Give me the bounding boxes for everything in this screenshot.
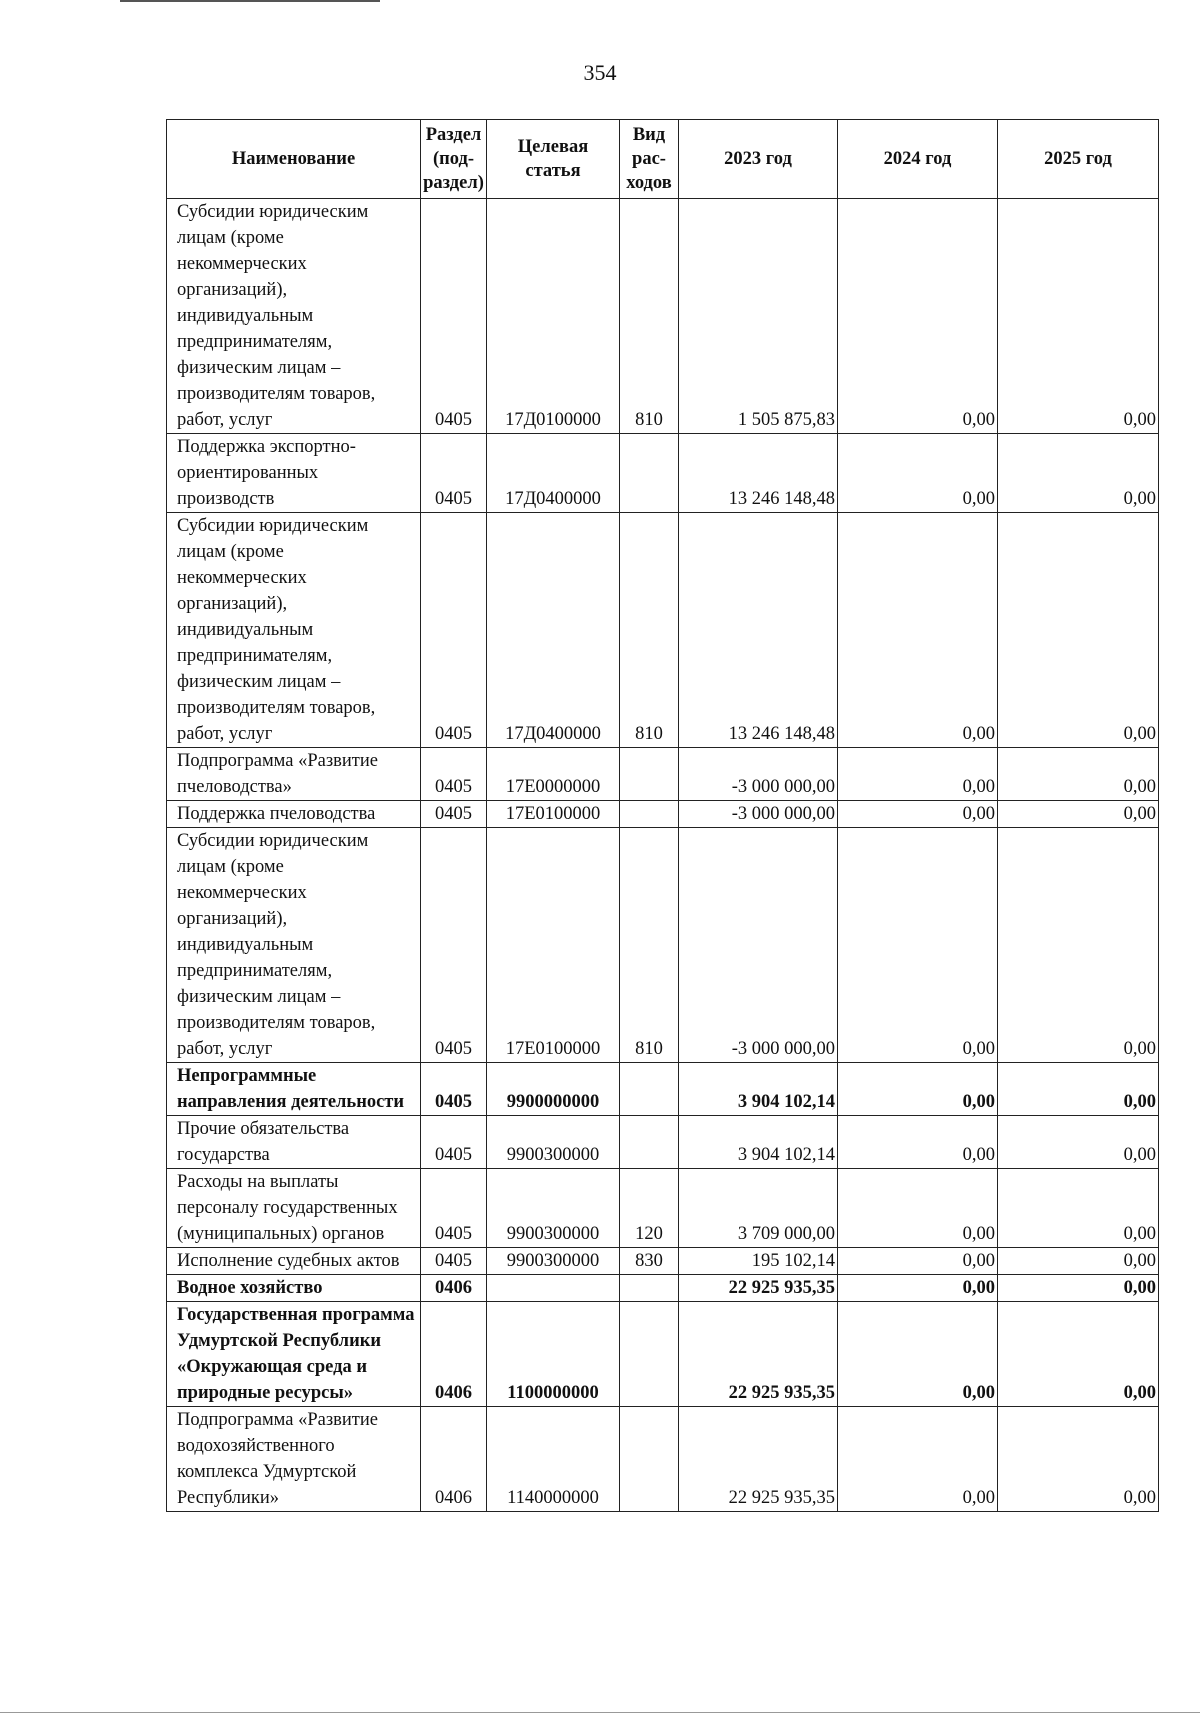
cell-article: 9900000000 (487, 1063, 620, 1116)
table-row (167, 1275, 1159, 1302)
scan-artifact-top (120, 0, 380, 2)
cell-kind: 810 (620, 828, 679, 1063)
cell-2025: 0,00 (998, 1248, 1159, 1275)
cell-kind (620, 1116, 679, 1169)
cell-article: 17Д0400000 (487, 513, 620, 748)
cell-2025: 0,00 (998, 1063, 1159, 1116)
cell-2025: 0,00 (998, 828, 1159, 1063)
cell-2025: 0,00 (998, 513, 1159, 748)
cell-2024: 0,00 (838, 434, 998, 513)
cell-2024: 0,00 (838, 1063, 998, 1116)
table-row (167, 199, 1159, 434)
cell-kind (620, 1063, 679, 1116)
cell-2025: 0,00 (998, 1169, 1159, 1248)
cell-section: 0405 (421, 1116, 487, 1169)
cell-name: Субсидии юридическим лицам (кроме некоммерческих организаций), индивидуальным предпринимателям, физическим лицам – производителям товаров, работ, услуг (167, 199, 421, 434)
cell-2024: 0,00 (838, 513, 998, 748)
cell-2024: 0,00 (838, 1302, 998, 1407)
cell-2023: 22 925 935,35 (679, 1302, 838, 1407)
cell-2023: 195 102,14 (679, 1248, 838, 1275)
table-row (167, 748, 1159, 801)
table-row (167, 1063, 1159, 1116)
cell-2025: 0,00 (998, 801, 1159, 828)
cell-2023: 3 709 000,00 (679, 1169, 838, 1248)
cell-2023: -3 000 000,00 (679, 801, 838, 828)
cell-kind: 120 (620, 1169, 679, 1248)
cell-2023: 22 925 935,35 (679, 1407, 838, 1512)
cell-2025: 0,00 (998, 1116, 1159, 1169)
cell-name: Подпрограмма «Развитие пчеловодства» (167, 748, 421, 801)
cell-article: 17Е0000000 (487, 748, 620, 801)
cell-name: Государственная программа Удмуртской Республики «Окружающая среда и природные ресурсы» (167, 1302, 421, 1407)
cell-2023: 13 246 148,48 (679, 434, 838, 513)
cell-section: 0406 (421, 1302, 487, 1407)
cell-article: 17Е0100000 (487, 828, 620, 1063)
cell-2025: 0,00 (998, 1407, 1159, 1512)
cell-name: Субсидии юридическим лицам (кроме некоммерческих организаций), индивидуальным предпринимателям, физическим лицам – производителям товаров, работ, услуг (167, 513, 421, 748)
cell-kind (620, 1407, 679, 1512)
page-number: 354 (583, 60, 617, 85)
header-section: Раздел (под-раздел) (421, 120, 487, 199)
cell-section: 0405 (421, 1169, 487, 1248)
header-2025: 2025 год (998, 120, 1159, 199)
cell-2024: 0,00 (838, 1169, 998, 1248)
table-row (167, 1248, 1159, 1275)
cell-2025: 0,00 (998, 1275, 1159, 1302)
cell-2023: -3 000 000,00 (679, 748, 838, 801)
cell-name: Подпрограмма «Развитие водохозяйственного комплекса Удмуртской Республики» (167, 1407, 421, 1512)
cell-section: 0405 (421, 434, 487, 513)
cell-article: 9900300000 (487, 1248, 620, 1275)
cell-article: 9900300000 (487, 1116, 620, 1169)
table-row (167, 801, 1159, 828)
table-body (167, 199, 1159, 1512)
cell-section: 0405 (421, 513, 487, 748)
table-row (167, 513, 1159, 748)
cell-kind (620, 434, 679, 513)
cell-name: Поддержка пчеловодства (167, 801, 421, 828)
cell-name: Прочие обязательства государства (167, 1116, 421, 1169)
cell-section: 0405 (421, 1063, 487, 1116)
header-name: Наименование (167, 120, 421, 199)
cell-name: Водное хозяйство (167, 1275, 421, 1302)
cell-kind: 830 (620, 1248, 679, 1275)
cell-2024: 0,00 (838, 1116, 998, 1169)
cell-name: Расходы на выплаты персоналу государственных (муниципальных) органов (167, 1169, 421, 1248)
cell-2024: 0,00 (838, 1248, 998, 1275)
cell-2025: 0,00 (998, 434, 1159, 513)
cell-2023: 13 246 148,48 (679, 513, 838, 748)
cell-name: Поддержка экспортно-ориентированных производств (167, 434, 421, 513)
cell-article: 9900300000 (487, 1169, 620, 1248)
cell-article: 1100000000 (487, 1302, 620, 1407)
table-row (167, 1169, 1159, 1248)
cell-2023: 3 904 102,14 (679, 1063, 838, 1116)
cell-section: 0405 (421, 801, 487, 828)
cell-article: 17Е0100000 (487, 801, 620, 828)
cell-kind (620, 1302, 679, 1407)
cell-2024: 0,00 (838, 1275, 998, 1302)
cell-2023: 1 505 875,83 (679, 199, 838, 434)
cell-name: Непрограммные направления деятельности (167, 1063, 421, 1116)
table-row (167, 828, 1159, 1063)
cell-article: 17Д0400000 (487, 434, 620, 513)
cell-kind (620, 801, 679, 828)
header-kind: Вид рас-ходов (620, 120, 679, 199)
cell-kind (620, 1275, 679, 1302)
cell-article: 1140000000 (487, 1407, 620, 1512)
header-2023: 2023 год (679, 120, 838, 199)
cell-section: 0406 (421, 1275, 487, 1302)
cell-2024: 0,00 (838, 199, 998, 434)
cell-2024: 0,00 (838, 748, 998, 801)
cell-section: 0406 (421, 1407, 487, 1512)
cell-section: 0405 (421, 748, 487, 801)
cell-2025: 0,00 (998, 748, 1159, 801)
cell-2024: 0,00 (838, 801, 998, 828)
cell-article: 17Д0100000 (487, 199, 620, 434)
table-header-row (167, 120, 1159, 199)
cell-section: 0405 (421, 1248, 487, 1275)
scan-artifact-bottom (0, 1712, 1200, 1713)
cell-2023: 3 904 102,14 (679, 1116, 838, 1169)
budget-table (166, 119, 1159, 1512)
cell-kind: 810 (620, 199, 679, 434)
header-2024: 2024 год (838, 120, 998, 199)
cell-kind (620, 748, 679, 801)
table-row (167, 1407, 1159, 1512)
cell-article (487, 1275, 620, 1302)
table-row (167, 434, 1159, 513)
cell-2023: -3 000 000,00 (679, 828, 838, 1063)
cell-name: Субсидии юридическим лицам (кроме некоммерческих организаций), индивидуальным предпринимателям, физическим лицам – производителям товаров, работ, услуг (167, 828, 421, 1063)
cell-section: 0405 (421, 199, 487, 434)
table-row (167, 1302, 1159, 1407)
cell-2023: 22 925 935,35 (679, 1275, 838, 1302)
table-row (167, 1116, 1159, 1169)
cell-kind: 810 (620, 513, 679, 748)
cell-2025: 0,00 (998, 1302, 1159, 1407)
cell-2024: 0,00 (838, 1407, 998, 1512)
cell-section: 0405 (421, 828, 487, 1063)
cell-2025: 0,00 (998, 199, 1159, 434)
header-article: Целевая статья (487, 120, 620, 199)
cell-name: Исполнение судебных актов (167, 1248, 421, 1275)
cell-2024: 0,00 (838, 828, 998, 1063)
